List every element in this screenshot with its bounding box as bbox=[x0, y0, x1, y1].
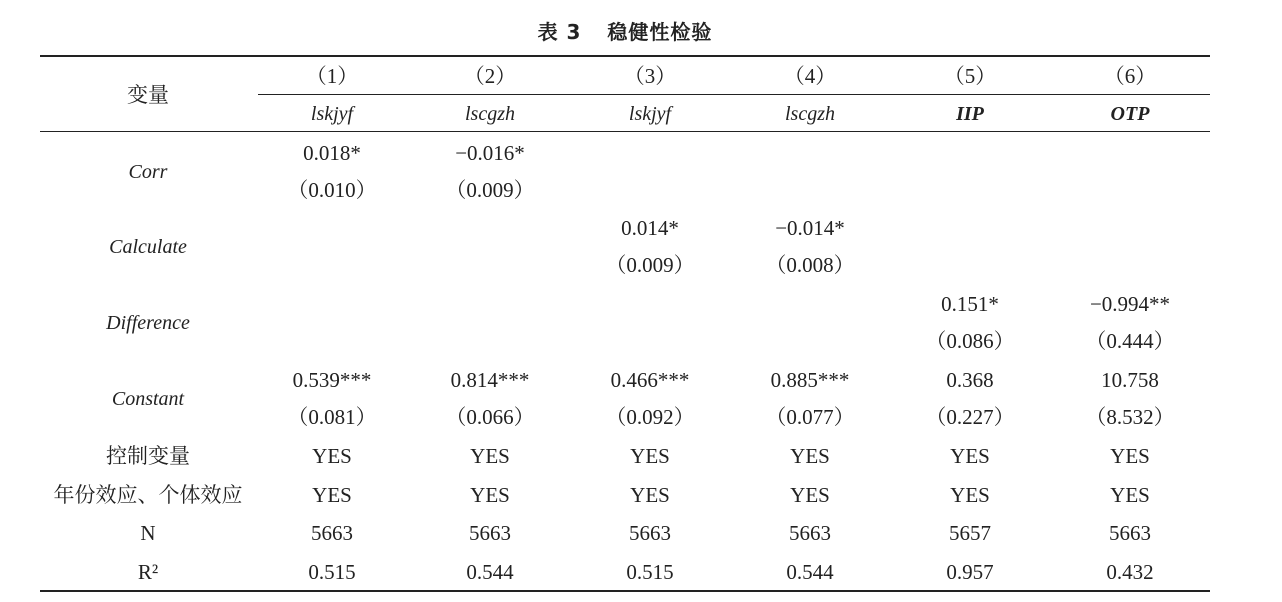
std-error-cell: （0.081） bbox=[287, 405, 377, 429]
row-label: Constant bbox=[111, 387, 185, 410]
column-number: （6） bbox=[1103, 64, 1157, 88]
coefficient-cell: 0.014* bbox=[621, 216, 679, 240]
row-label: Corr bbox=[128, 160, 168, 183]
stat-value: YES bbox=[630, 444, 670, 468]
variable-header: 变量 bbox=[127, 83, 169, 107]
stat-value: 0.544 bbox=[786, 560, 834, 584]
std-error-cell: （8.532） bbox=[1085, 405, 1175, 429]
dependent-variable: OTP bbox=[1110, 103, 1150, 125]
stat-value: 5663 bbox=[629, 521, 671, 545]
table-number: 表 3 bbox=[537, 20, 582, 44]
coefficient-cell: −0.016* bbox=[455, 141, 525, 165]
coefficient-cell: 0.151* bbox=[941, 292, 999, 316]
table-title bbox=[0, 16, 1250, 45]
dependent-variable: lskjyf bbox=[628, 103, 672, 125]
std-error-cell: （0.092） bbox=[605, 405, 695, 429]
stat-value: 0.544 bbox=[466, 560, 514, 584]
stat-value: 5663 bbox=[311, 521, 353, 545]
std-error-cell: （0.010） bbox=[287, 178, 377, 202]
column-number: （4） bbox=[783, 64, 837, 88]
stat-value: 0.432 bbox=[1106, 560, 1154, 584]
dependent-variable: IIP bbox=[956, 103, 984, 125]
stat-value: YES bbox=[790, 483, 830, 507]
stat-label: R² bbox=[137, 560, 159, 584]
coefficient-cell: 10.758 bbox=[1101, 368, 1159, 392]
std-error-cell: （0.086） bbox=[925, 329, 1015, 353]
stat-value: 0.515 bbox=[308, 560, 356, 584]
stat-value: YES bbox=[790, 444, 830, 468]
column-number: （3） bbox=[623, 64, 677, 88]
std-error-cell: （0.077） bbox=[765, 405, 855, 429]
column-number: （1） bbox=[305, 64, 359, 88]
stat-value: 5663 bbox=[1109, 521, 1151, 545]
stat-value: 0.957 bbox=[946, 560, 994, 584]
coefficient-cell: −0.014* bbox=[775, 216, 845, 240]
coefficient-cell: −0.994** bbox=[1089, 292, 1171, 316]
stat-value: YES bbox=[950, 483, 990, 507]
stat-label: 年份效应、个体效应 bbox=[53, 483, 243, 507]
stat-value: YES bbox=[312, 483, 352, 507]
stat-label: 控制变量 bbox=[106, 444, 190, 468]
coefficient-cell: 0.814*** bbox=[450, 368, 530, 392]
std-error-cell: （0.227） bbox=[925, 405, 1015, 429]
stat-value: 5663 bbox=[789, 521, 831, 545]
stat-value: YES bbox=[312, 444, 352, 468]
table-caption: 稳健性检验 bbox=[607, 20, 713, 44]
stat-value: 5663 bbox=[469, 521, 511, 545]
stat-value: YES bbox=[1110, 483, 1150, 507]
stat-value: YES bbox=[630, 483, 670, 507]
stat-value: YES bbox=[470, 444, 510, 468]
dependent-variable: lscgzh bbox=[785, 103, 835, 125]
std-error-cell: （0.009） bbox=[445, 178, 535, 202]
dependent-variable: lscgzh bbox=[465, 103, 515, 125]
std-error-cell: （0.444） bbox=[1085, 329, 1175, 353]
stat-value: YES bbox=[470, 483, 510, 507]
row-label: Calculate bbox=[109, 235, 187, 258]
coefficient-cell: 0.018* bbox=[303, 141, 361, 165]
row-label: Difference bbox=[106, 311, 190, 334]
column-number: （5） bbox=[943, 64, 997, 88]
stat-value: YES bbox=[950, 444, 990, 468]
dependent-variable: lskjyf bbox=[310, 103, 354, 125]
stat-label: N bbox=[140, 521, 156, 545]
coefficient-cell: 0.368 bbox=[946, 368, 994, 392]
coefficient-cell: 0.885*** bbox=[770, 368, 850, 392]
std-error-cell: （0.009） bbox=[605, 253, 695, 277]
stat-value: 0.515 bbox=[626, 560, 674, 584]
column-number: （2） bbox=[463, 64, 517, 88]
std-error-cell: （0.066） bbox=[445, 405, 535, 429]
coefficient-cell: 0.539*** bbox=[292, 368, 372, 392]
stat-value: 5657 bbox=[949, 521, 991, 545]
coefficient-cell: 0.466*** bbox=[610, 368, 690, 392]
std-error-cell: （0.008） bbox=[765, 253, 855, 277]
stat-value: YES bbox=[1110, 444, 1150, 468]
